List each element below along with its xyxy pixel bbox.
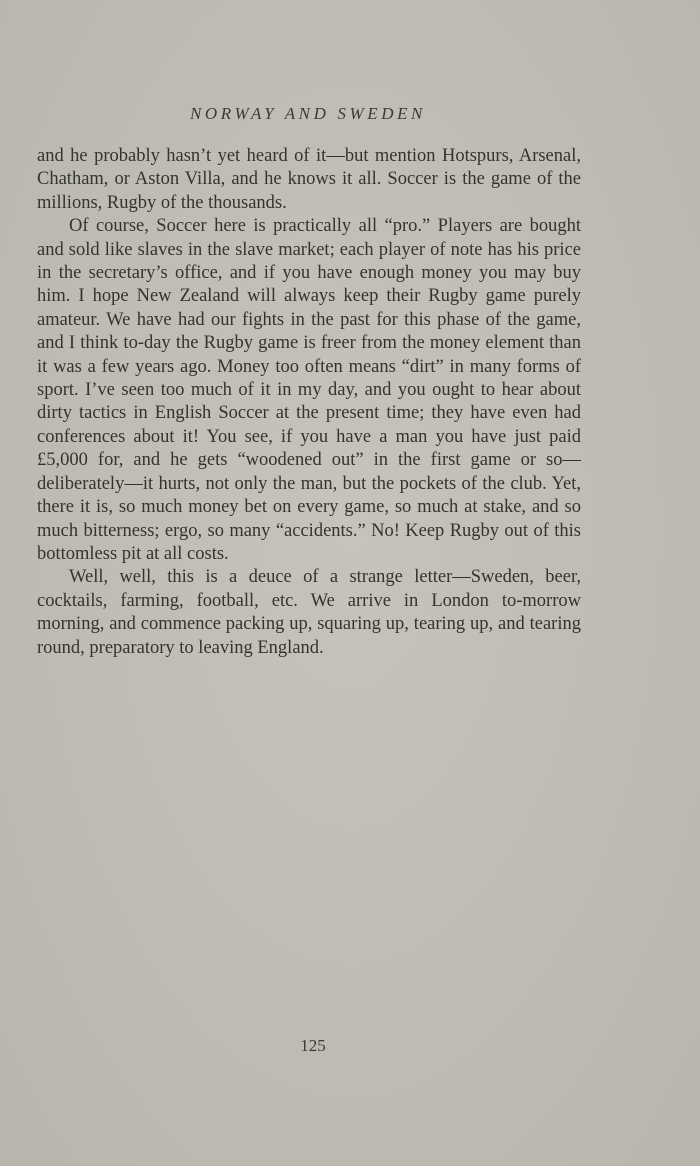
paragraph-3: Well, well, this is a deuce of a strange letter—Sweden, beer, cocktails, farming, football, etc. We arrive in London to-morrow morning, and commence packing up, squaring up, tearing up, and tearing round, preparatory to leaving England. bbox=[37, 567, 581, 658]
page-number: 125 bbox=[300, 1036, 326, 1055]
paragraph-1: and he probably hasn’t yet heard of it—but mention Hotspurs, Arsenal, Chatham, or Aston Villa, and he knows it all. Soccer is the game of the millions, Rugby of the thousands. bbox=[37, 146, 581, 213]
paragraph-2: Of course, Soccer here is practically all “pro.” Players are bought and sold like slaves in the slave market; each player of note has his price in the secretary’s office, and if you have enough money you may buy him. I hope New Zealand will always keep their Rugby game purely amateur. We have had our fights in the past for this phase of the game, and I think to-day the Rugby game is freer from the money element than it was a few years ago. Money too often means “dirt” in many forms of sport. I’ve seen too much of it in my day, and you ought to hear about dirty tactics in English Soccer at the present time; they have even had conferences about it! You see, if you have a man you have just paid £5,000 for, and he gets “woodened out” in the first game or so—deliberately—it hurts, not only the man, but the pockets of the club. Yet, there it is, so much money bet on every game, so much at stake, and so much bitterness; ergo, so many “accidents.” No! Keep Rugby out of this bottomless pit at all costs. bbox=[37, 216, 581, 564]
running-head: NORWAY AND SWEDEN bbox=[189, 104, 426, 123]
body-text bbox=[37, 145, 581, 660]
